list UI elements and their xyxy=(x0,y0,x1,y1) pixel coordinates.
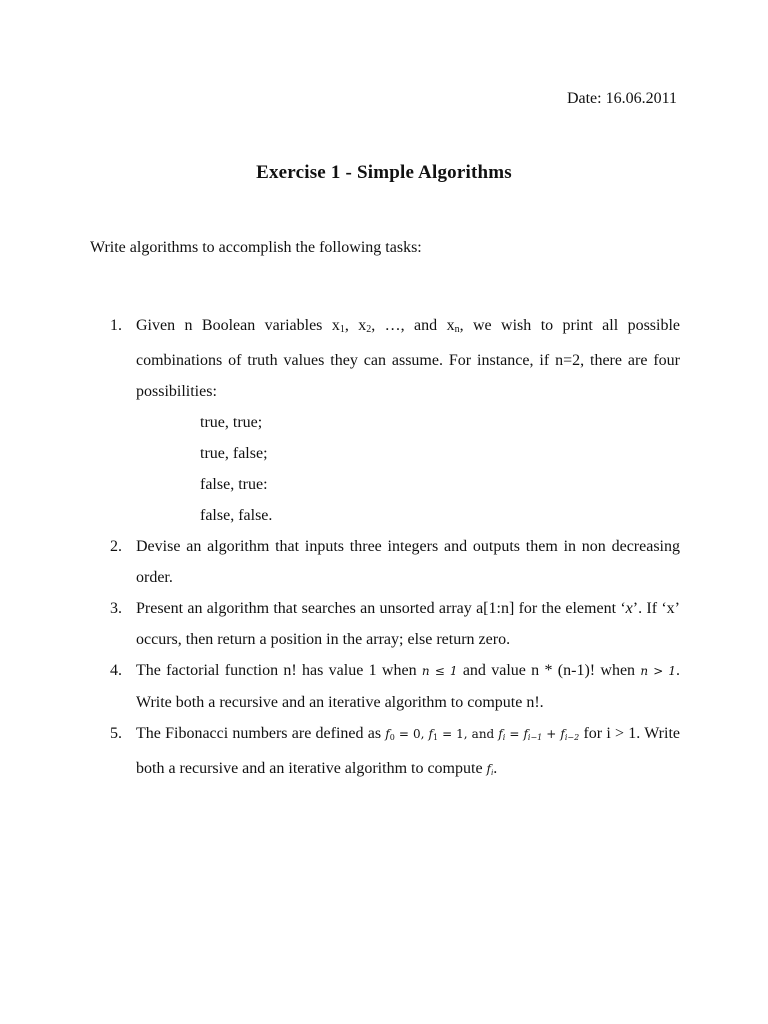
subscript: 1 xyxy=(339,324,345,335)
item-text: and value n * (n-1)! when xyxy=(457,662,641,679)
list-item xyxy=(110,655,680,718)
item-text: Present an algorithm that searches an unsorted array a[1:n] for the element ‘ xyxy=(136,600,626,617)
variable-x: x xyxy=(446,317,455,334)
item-number: 5. xyxy=(110,725,122,742)
item-number: 1. xyxy=(110,317,122,334)
function-f: f xyxy=(486,762,491,776)
combo-line: true, false; xyxy=(200,445,268,462)
combo-line: false, true: xyxy=(200,476,268,493)
separator: , …, and xyxy=(371,317,447,334)
formula-part: = xyxy=(505,727,524,741)
subscript: i xyxy=(491,768,494,777)
item-text: Given n Boolean variables xyxy=(136,317,332,334)
fibonacci-formula xyxy=(385,727,579,741)
intro-text: Write algorithms to accomplish the following tasks: xyxy=(90,239,422,256)
combo-line: true, true; xyxy=(200,414,263,431)
subscript: 1 xyxy=(432,733,439,742)
function-f: f xyxy=(498,727,503,741)
list-item xyxy=(110,531,680,593)
function-f: f xyxy=(385,727,390,741)
subscript: 2 xyxy=(366,324,372,335)
list-item xyxy=(110,593,680,655)
subscript: i−1 xyxy=(527,733,543,742)
math-condition: n ≤ 1 xyxy=(421,664,458,678)
item-text: . xyxy=(493,760,498,777)
item-text: , we wish to print all possible combinations of truth values they can assume. For instance, if n=2, there are four possibilities: xyxy=(136,317,681,400)
function-f: f xyxy=(428,727,433,741)
item-number: 4. xyxy=(110,662,122,679)
variable-x: x xyxy=(358,317,367,334)
page-title: Exercise 1 - Simple Algorithms xyxy=(256,162,512,183)
subscript: 0 xyxy=(389,733,395,742)
item-text: for i > 1. Write both a recursive and an iterative algorithm to compute xyxy=(136,725,681,777)
variable-x: x xyxy=(331,317,340,334)
item-text: . Write both a recursive and an iterative algorithm to compute n!. xyxy=(136,662,681,711)
subscript: i xyxy=(502,733,506,742)
separator: , xyxy=(344,317,359,334)
function-f: f xyxy=(523,727,528,741)
item-text: ’. If ‘x’ occurs, then return a position in the array; else return zero. xyxy=(136,600,681,648)
formula-part: = 0, xyxy=(394,727,429,741)
item-text: The Fibonacci numbers are defined as xyxy=(136,725,386,742)
subscript: n xyxy=(454,324,460,335)
date-line: Date: 16.06.2011 xyxy=(566,90,677,107)
math-condition: n > 1 xyxy=(640,664,677,678)
exercise-list xyxy=(110,310,680,788)
subscript: i−2 xyxy=(564,733,580,742)
item-text: Devise an algorithm that inputs three integers and outputs them in non decreasing order. xyxy=(136,538,680,586)
formula-part: and xyxy=(467,727,499,741)
formula-part: + xyxy=(542,727,561,741)
formula-part: = 1, xyxy=(438,727,468,741)
combo-line: false, false. xyxy=(200,507,273,524)
item-number: 2. xyxy=(110,538,122,555)
function-f: f xyxy=(560,727,565,741)
list-item xyxy=(110,718,680,788)
item-number: 3. xyxy=(110,600,122,617)
variable-x: x xyxy=(625,600,633,617)
list-item xyxy=(110,310,680,407)
item-text: The factorial function n! has value 1 when xyxy=(136,662,422,679)
